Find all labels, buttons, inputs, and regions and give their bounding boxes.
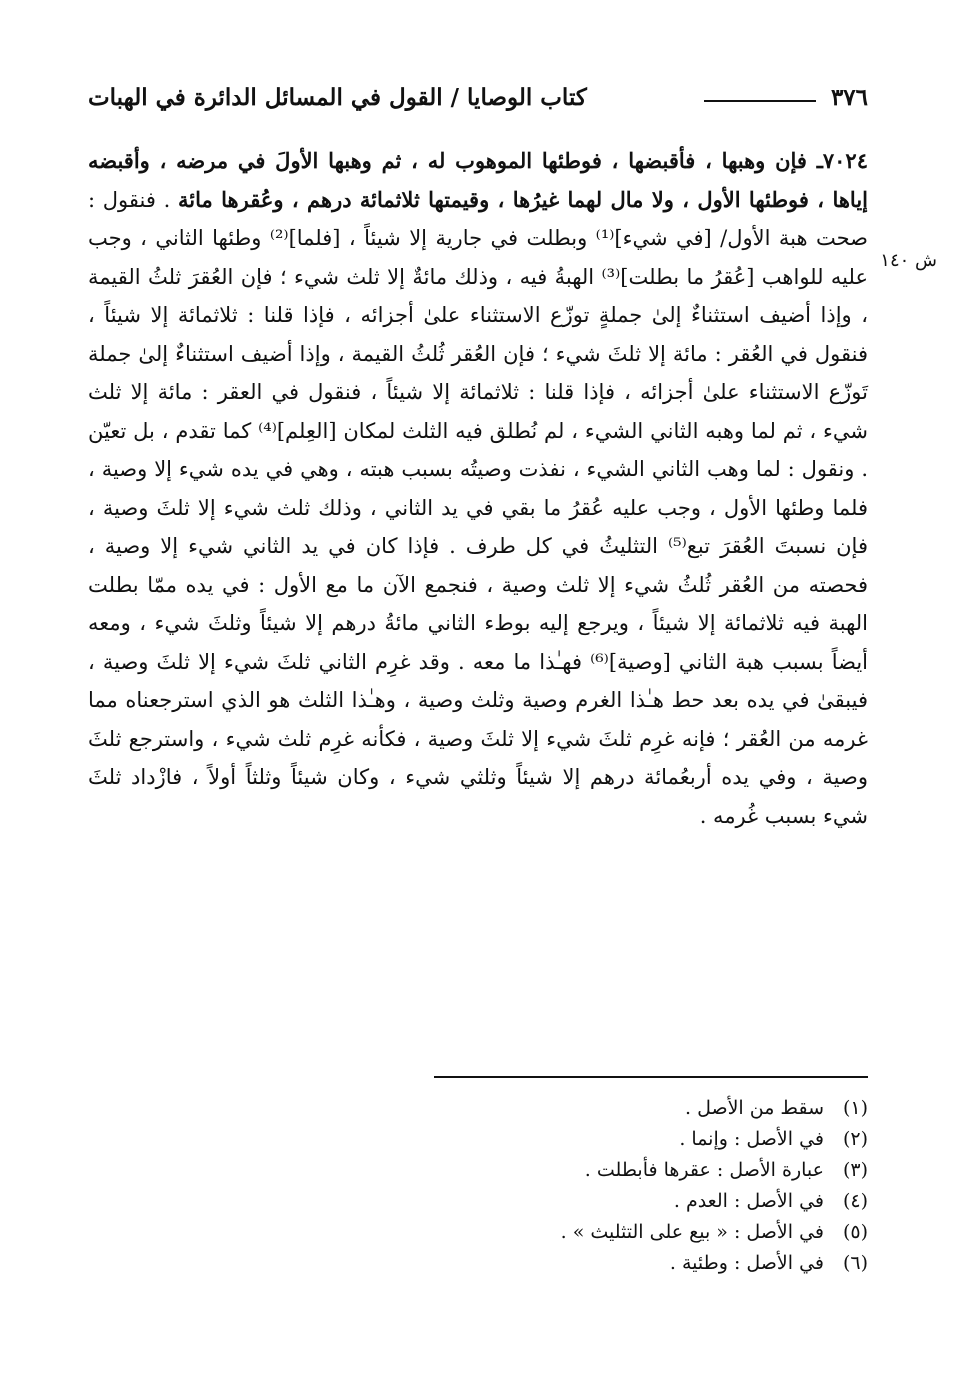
- footnote-number: (١): [842, 1097, 868, 1119]
- main-text: [88, 142, 868, 835]
- paragraph-body: . فنقول : صحت هبة الأول/ [في شيء]⁽¹⁾ وبطلت في جارية إلا شيئاً ، [فلما]⁽²⁾ وطئها الثاني ، وجب عليه للواهب [عُقرُ ما بطلت]⁽³⁾ الهبةُ فيه ، وذلك مائةٌ إلا ثلث شيء ؛ فإن العُقرَ ثلثُ القيمة ، وإذا أضيف استثناءٌ إلىٰ جملةٍ توزّع الاستثناء علىٰ أجزائه ، فإذا قلنا : ثلاثمائة إلا شيئاً ، فنقول في العُقر : مائة إلا ثلثَ شيء ؛ فإن العُقر ثُلثُ القيمة ، وإذا أضيف استثناءٌ إلىٰ جملة تَوزّع الاستثناء علىٰ أجزائه ، فإذا قلنا : ثلاثمائة إلا شيئاً ، فنقول في العقر : مائة إلا ثلث شيء ، ثم لما وهبه الثاني الشيء ، لم نُطلق فيه الثلث لمكان [العِلم]⁽⁴⁾ كما تقدم ، بل تعيّن . ونقول : لما وهب الثاني الشيء ، نفذت وصيتُه بسبب هبته ، وهي في يده شيء إلا وصية ، فلما وطئها الأول ، وجب عليه عُقرُ ما بقي في يد الثاني ، وذلك ثلث شيء إلا ثلثَ وصية ، فإن نسبتَ العُقرَ تبع⁽⁵⁾ التثليثُ في كل طرف . فإذا كان في يد الثاني شيء إلا وصية ، فحصته من العُقر ثُلثُ شيء إلا ثلث وصية ، فنجمع الآن ما مع الأول : في يده ممّا بطلت الهبة فيه ثلاثمائة إلا شيئاً ، ويرجع إليه بوطء الثاني مائةُ درهم إلا شيئاً وثلثَ شيء ، ومعه أيضاً بسبب هبة الثاني [وصية]⁽⁶⁾ فهـٰذا ما معه . وقد غرِم الثاني ثلثَ شيء إلا ثلثَ وصية ، فيبقىٰ في يده بعد حط هـٰذا الغرم وصية وثلث وصية ، وهـٰذا الثلث هو الذي استرجعناه مما غرمه من العُقر ؛ فإنه غرِم ثلثَ شيء إلا ثلثَ وصية ، فكأنه غرِم ثلث شيء ، واسترجع ثلثَ وصية ، وفي يده أربعُمائة درهم إلا شيئاً وثلثي شيء ، وكان شيئاً وثلثاً أولاً ، فازْداد ثلثَ شيء بسبب غُرمه .: [88, 187, 869, 828]
- footnote-text: في الأصل : « بيع على التثليث » .: [560, 1221, 824, 1243]
- footnote-text: في الأصل : وطئية .: [669, 1252, 824, 1274]
- footnote-number: (٥): [842, 1221, 868, 1243]
- footnote-text: عبارة الأصل : عقرها فأبطلت .: [584, 1159, 824, 1181]
- footnote-text: سقط من الأصل .: [684, 1097, 824, 1119]
- footnote-item: [88, 1186, 868, 1217]
- footnote-number: (٦): [842, 1252, 868, 1274]
- header-rule: [704, 100, 816, 102]
- footnote-number: (٣): [842, 1159, 868, 1181]
- running-header: [88, 84, 868, 118]
- bold-problem-statement: ٧٠٢٤ـ فإن وهبها ، فأقبضها ، فوطئها الموهوب له ، ثم وهبها الأولَ في مرضه ، وأقبضه إياها ، فوطئها الأول ، ولا مال لهما غيرُها ، وقيمتها ثلاثمائة درهم ، وعُقرها مائة: [88, 148, 868, 212]
- footnote-item: [88, 1093, 868, 1124]
- footnote-item: [88, 1248, 868, 1279]
- footnotes: [88, 1093, 868, 1279]
- footnote-item: [88, 1124, 868, 1155]
- footnote-number: (٤): [842, 1190, 868, 1212]
- footnote-separator: [434, 1076, 868, 1078]
- running-title: كتاب الوصايا / القول في المسائل الدائرة في الهبات: [88, 84, 587, 111]
- margin-reference: ش ١٤٠: [880, 250, 937, 271]
- footnote-item: [88, 1217, 868, 1248]
- footnote-text: في الأصل : وإنما .: [679, 1128, 824, 1150]
- page-number: ٣٧٦: [830, 84, 868, 111]
- footnote-item: [88, 1155, 868, 1186]
- footnote-text: في الأصل : العدم .: [673, 1190, 824, 1212]
- footnote-number: (٢): [842, 1128, 868, 1150]
- paragraph-7024: [88, 142, 868, 835]
